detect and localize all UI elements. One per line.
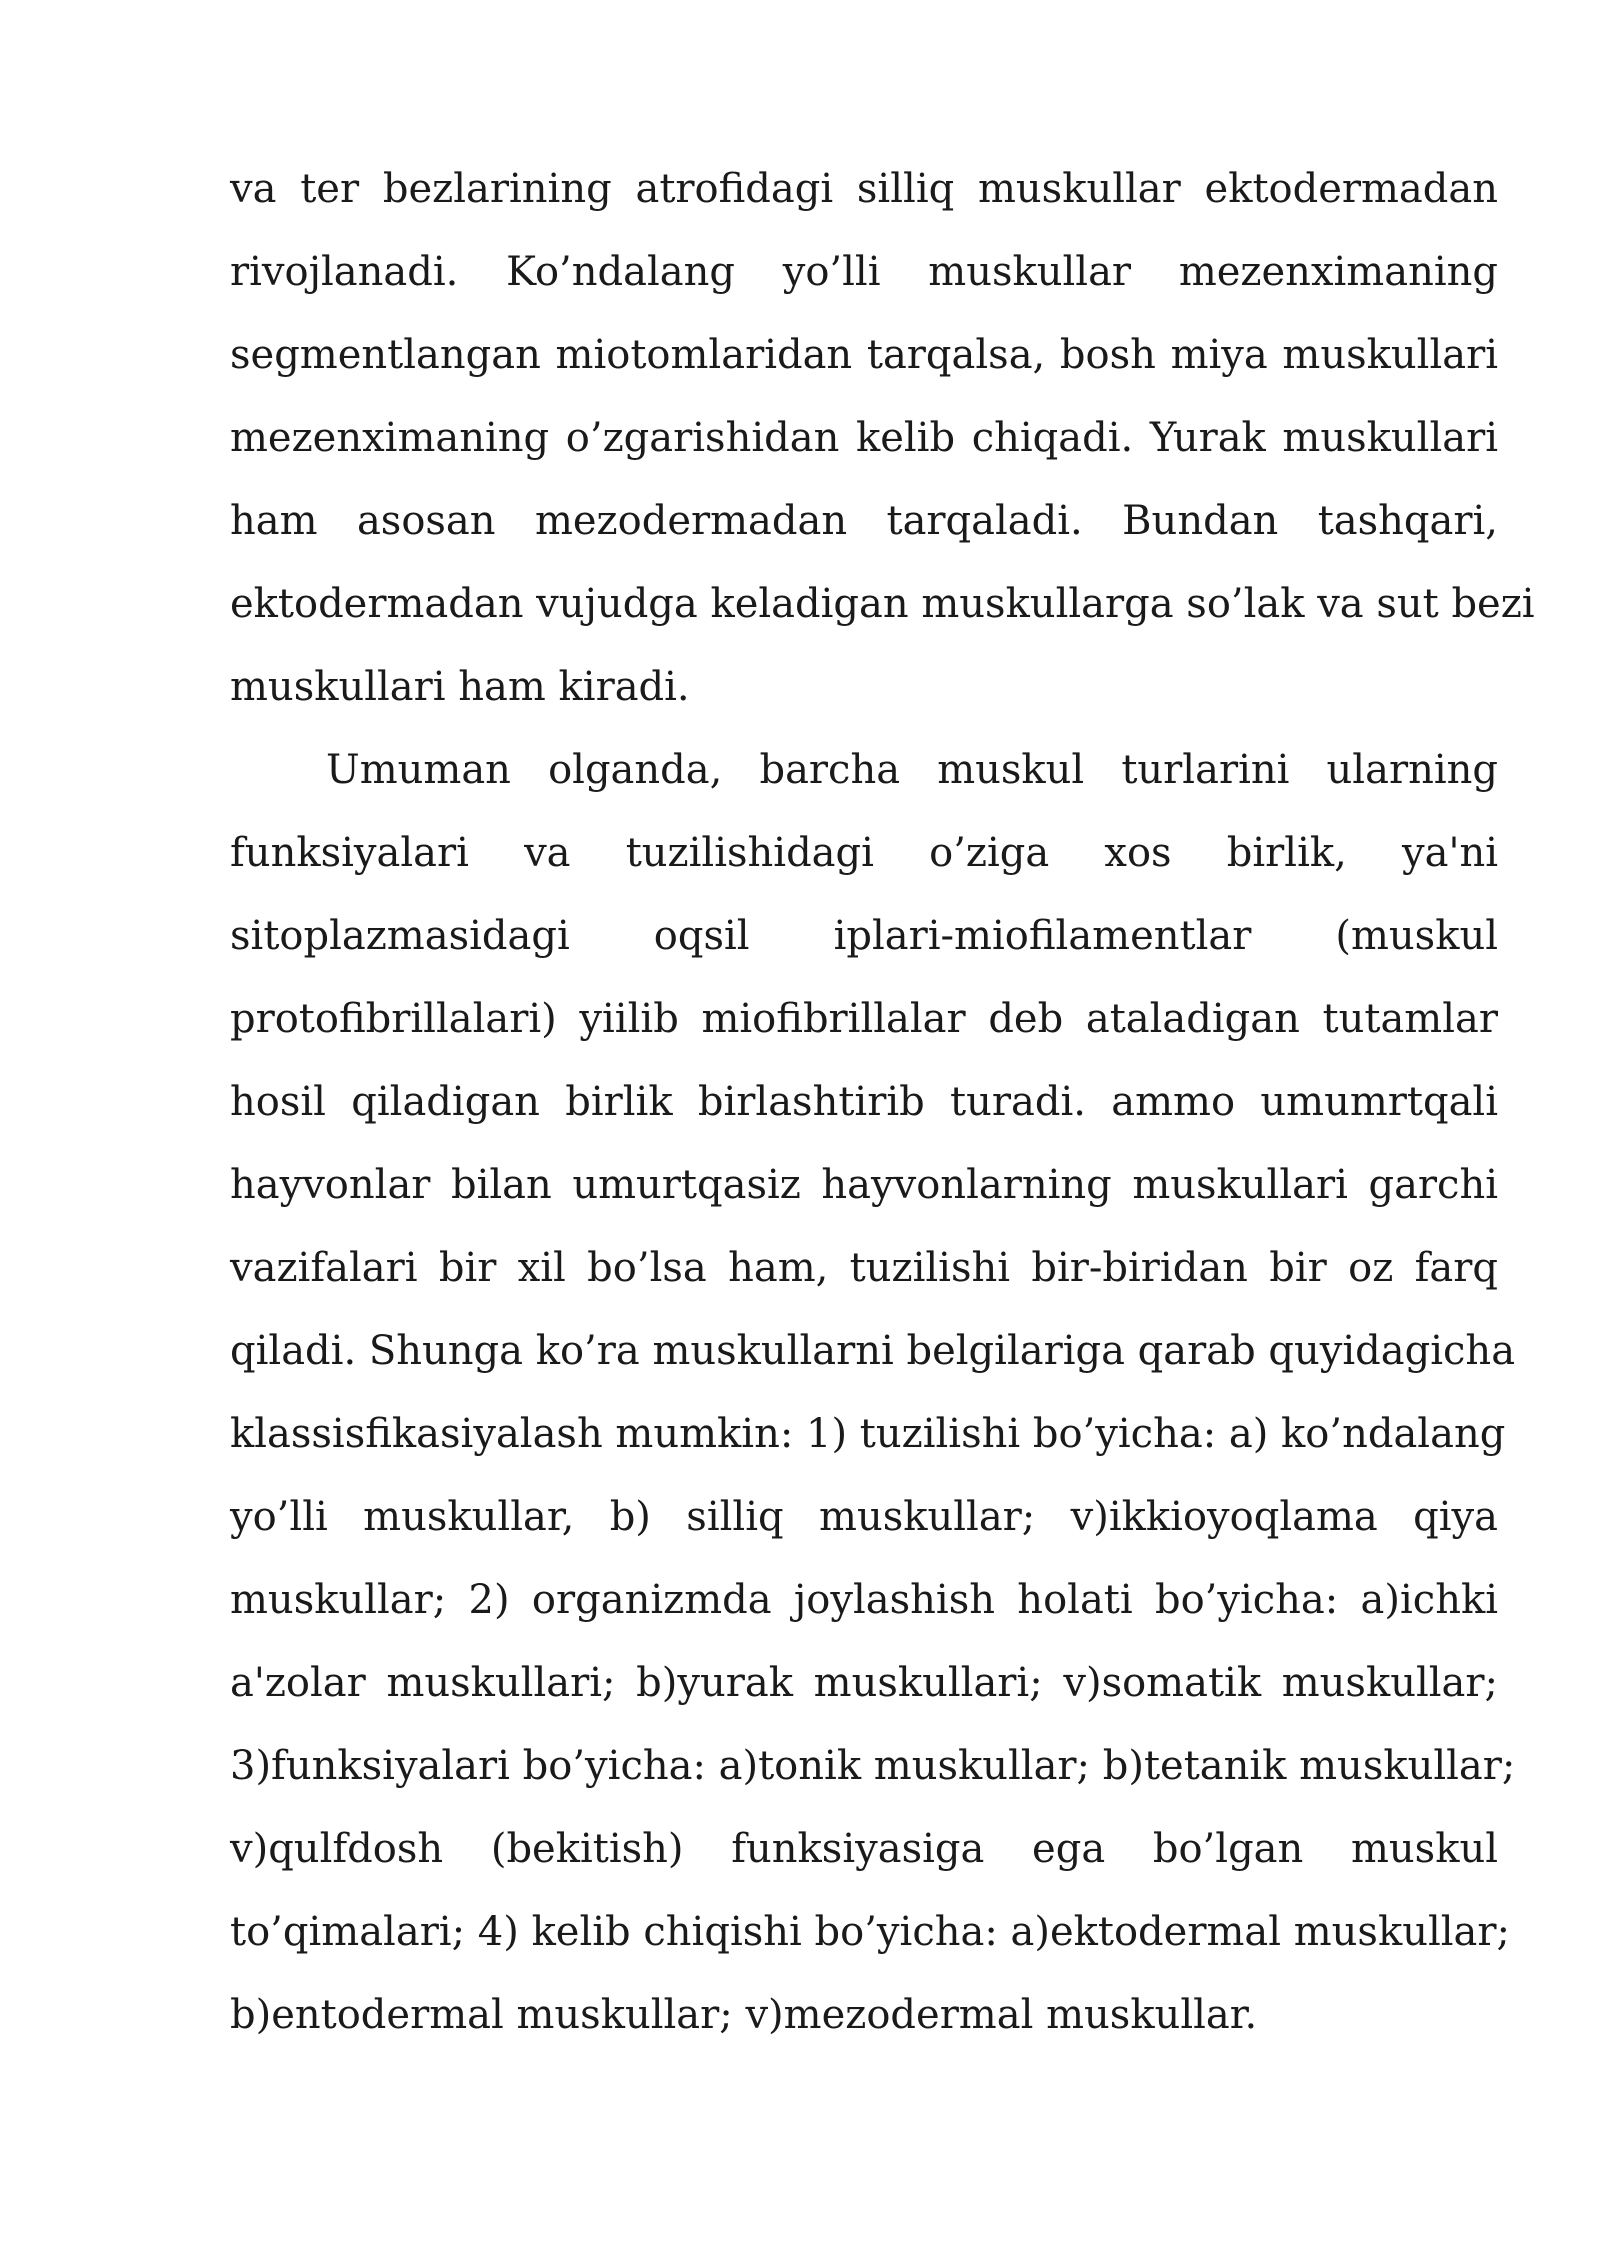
document-page — [230, 148, 1535, 2057]
paragraph-muscle-classification — [230, 729, 1516, 2057]
text-line: ektodermadan vujudga keladigan muskullarga so’lak va sut bezi — [230, 581, 1535, 627]
text-line: muskullari ham kiradi. — [230, 664, 690, 710]
paragraph-muscle-origin — [230, 148, 1535, 729]
text-line: vazifalari bir xil bo’lsa ham, tuzilishi bir-biridan bir oz farq — [230, 1245, 1498, 1291]
text-line: v)qulfdosh (bekitish) funksiyasiga ega bo’lgan muskul — [230, 1826, 1498, 1872]
text-line: qiladi. Shunga ko’ra muskullarni belgilariga qarab quyidagicha — [230, 1328, 1516, 1374]
text-line: 3)funksiyalari bo’yicha: a)tonik muskullar; b)tetanik muskullar; — [230, 1743, 1516, 1789]
text-line: klassisfikasiyalash mumkin: 1) tuzilishi bo’yicha: a) ko’ndalang — [230, 1411, 1506, 1457]
text-line: mezenximaning o’zgarishidan kelib chiqadi. Yurak muskullari — [230, 415, 1498, 461]
text-line: va ter bezlarining atrofidagi silliq muskullar ektodermadan — [230, 166, 1498, 212]
text-line: hayvonlar bilan umurtqasiz hayvonlarning muskullari garchi — [230, 1162, 1498, 1208]
text-line: to’qimalari; 4) kelib chiqishi bo’yicha: a)ektodermal muskullar; — [230, 1909, 1510, 1955]
text-line: ham asosan mezodermadan tarqaladi. Bundan tashqari, — [230, 498, 1498, 544]
text-line: protofibrillalari) yiilib miofibrillalar deb ataladigan tutamlar — [230, 996, 1498, 1042]
text-line: b)entodermal muskullar; v)mezodermal muskullar. — [230, 1992, 1258, 2038]
text-line: sitoplazmasidagi oqsil iplari-miofilamentlar (muskul — [230, 913, 1498, 959]
text-line: rivojlanadi. Ko’ndalang yo’lli muskullar mezenximaning — [230, 249, 1498, 295]
text-line: a'zolar muskullari; b)yurak muskullari; v)somatik muskullar; — [230, 1660, 1498, 1706]
text-line: yo’lli muskullar, b) silliq muskullar; v)ikkioyoqlama qiya — [230, 1494, 1498, 1540]
text-line: hosil qiladigan birlik birlashtirib turadi. ammo umumrtqali — [230, 1079, 1498, 1125]
text-line: muskullar; 2) organizmda joylashish holati bo’yicha: a)ichki — [230, 1577, 1498, 1623]
text-line: Umuman olganda, barcha muskul turlarini ularning — [326, 747, 1498, 793]
text-line: funksiyalari va tuzilishidagi o’ziga xos birlik, ya'ni — [230, 830, 1498, 876]
text-line: segmentlangan miotomlaridan tarqalsa, bosh miya muskullari — [230, 332, 1498, 378]
